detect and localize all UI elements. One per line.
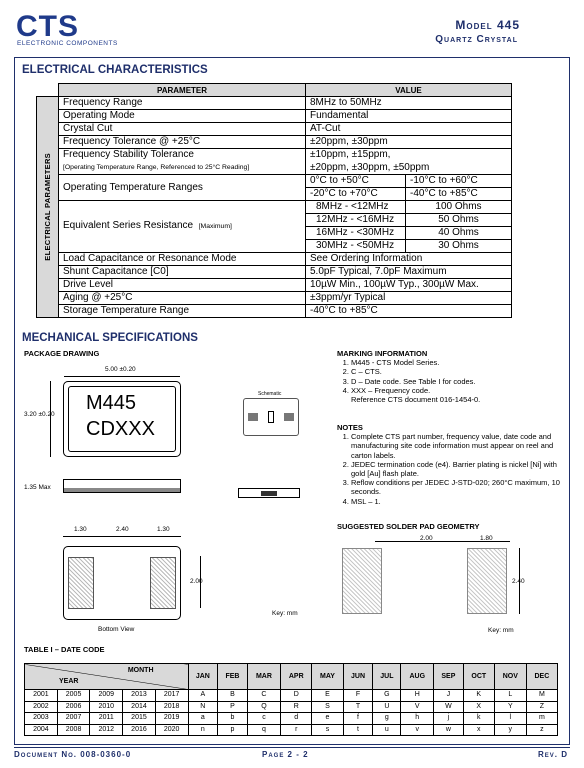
temp-range: -40°C to +85°C bbox=[406, 188, 512, 201]
param-cell: Operating Mode bbox=[59, 110, 306, 123]
code-cell: D bbox=[281, 690, 312, 702]
code-cell: N bbox=[188, 701, 218, 713]
month-header: SEP bbox=[434, 664, 464, 690]
date-row bbox=[25, 724, 558, 736]
param-cell: Storage Temperature Range bbox=[59, 305, 306, 318]
pad-height-dim: 2.40 bbox=[512, 578, 525, 585]
code-cell: B bbox=[218, 690, 248, 702]
footer-page: Page 2 - 2 bbox=[262, 750, 309, 759]
esr-range: 8MHz - <12MHz bbox=[306, 201, 406, 214]
value-cell: 8MHz to 50MHz bbox=[306, 97, 512, 110]
month-header: JUL bbox=[373, 664, 401, 690]
esr-ohms: 30 Ohms bbox=[406, 240, 512, 253]
code-cell: C bbox=[247, 690, 280, 702]
month-header: MAY bbox=[312, 664, 343, 690]
dim-gap: 2.40 bbox=[116, 526, 129, 533]
package-side-view bbox=[63, 479, 181, 493]
year-cell: 2010 bbox=[90, 701, 123, 713]
code-cell: r bbox=[281, 724, 312, 736]
code-cell: m bbox=[526, 713, 557, 725]
code-cell: F bbox=[343, 690, 373, 702]
footer-rev: Rev. D bbox=[537, 750, 568, 759]
package-top-view bbox=[63, 381, 181, 457]
col-parameter: PARAMETER bbox=[59, 84, 306, 97]
dim-pad-height: 2.00 bbox=[190, 578, 203, 585]
code-cell: K bbox=[463, 690, 494, 702]
stability-note: [Operating Temperature Range, Referenced to 25°C Reading] bbox=[59, 162, 306, 175]
dim-line bbox=[375, 541, 510, 542]
pad-gap-dim: 2.00 bbox=[420, 535, 433, 542]
dim-line bbox=[50, 381, 51, 457]
bottom-view-label: Bottom View bbox=[98, 626, 135, 633]
date-table-title: TABLE I – DATE CODE bbox=[24, 645, 105, 654]
code-cell: t bbox=[343, 724, 373, 736]
code-cell: w bbox=[434, 724, 464, 736]
schematic-box bbox=[243, 398, 299, 436]
year-cell: 2012 bbox=[90, 724, 123, 736]
year-cell: 2001 bbox=[25, 690, 58, 702]
key-label: Key: mm bbox=[488, 627, 514, 634]
year-month-header: MONTH YEAR bbox=[25, 664, 189, 690]
side-label: ELECTRICAL PARAMETERS bbox=[37, 97, 59, 318]
code-cell: X bbox=[463, 701, 494, 713]
month-header: JUN bbox=[343, 664, 373, 690]
year-cell: 2008 bbox=[57, 724, 90, 736]
month-header: MAR bbox=[247, 664, 280, 690]
year-cell: 2004 bbox=[25, 724, 58, 736]
electrical-table bbox=[36, 83, 512, 318]
code-cell: y bbox=[494, 724, 526, 736]
code-cell: c bbox=[247, 713, 280, 725]
package-label: PACKAGE DRAWING bbox=[24, 349, 100, 358]
code-cell: A bbox=[188, 690, 218, 702]
dim-pad2: 1.30 bbox=[157, 526, 170, 533]
dim-line bbox=[200, 556, 201, 608]
dim-height: 3.20 ±0.20 bbox=[24, 411, 55, 418]
code-cell: M bbox=[526, 690, 557, 702]
code-cell: d bbox=[281, 713, 312, 725]
code-cell: v bbox=[401, 724, 434, 736]
code-cell: G bbox=[373, 690, 401, 702]
logo-subtitle: ELECTRONIC COMPONENTS bbox=[17, 40, 118, 47]
param-cell: Aging @ +25°C bbox=[59, 292, 306, 305]
model-title: Model 445 bbox=[455, 18, 520, 32]
solder-title: SUGGESTED SOLDER PAD GEOMETRY bbox=[337, 522, 480, 531]
solder-pad-left bbox=[342, 548, 382, 614]
value-cell: ±20ppm, ±30ppm bbox=[306, 136, 512, 149]
code-cell: k bbox=[463, 713, 494, 725]
month-header: JAN bbox=[188, 664, 218, 690]
value-cell: 10µW Min., 100µW Typ., 300µW Max. bbox=[306, 279, 512, 292]
value-cell: Fundamental bbox=[306, 110, 512, 123]
year-cell: 2015 bbox=[123, 713, 156, 725]
code-cell: p bbox=[218, 724, 248, 736]
code-cell: j bbox=[434, 713, 464, 725]
code-cell: P bbox=[218, 701, 248, 713]
code-cell: H bbox=[401, 690, 434, 702]
year-cell: 2006 bbox=[57, 701, 90, 713]
marking-info: MARKING INFORMATION 1. M445 - CTS Model Series. 2. C – CTS. 3. D – Date code. See Table I for codes. 4. XXX – Frequency code. Reference CTS document 016-1454-0. bbox=[337, 349, 562, 404]
mark-line1: M445 bbox=[86, 392, 137, 414]
year-cell: 2014 bbox=[123, 701, 156, 713]
temp-param: Operating Temperature Ranges bbox=[59, 175, 306, 201]
year-cell: 2003 bbox=[25, 713, 58, 725]
year-cell: 2009 bbox=[90, 690, 123, 702]
code-cell: e bbox=[312, 713, 343, 725]
code-cell: V bbox=[401, 701, 434, 713]
dim-line bbox=[519, 548, 520, 614]
code-cell: Z bbox=[526, 701, 557, 713]
footer-rule bbox=[14, 747, 570, 748]
solder-pad-right bbox=[467, 548, 507, 614]
code-cell: L bbox=[494, 690, 526, 702]
schematic-side bbox=[238, 488, 300, 498]
code-cell: h bbox=[401, 713, 434, 725]
year-cell: 2020 bbox=[155, 724, 188, 736]
month-header: OCT bbox=[463, 664, 494, 690]
code-cell: T bbox=[343, 701, 373, 713]
stability-param: Frequency Stability Tolerance bbox=[59, 149, 306, 162]
code-cell: n bbox=[188, 724, 218, 736]
esr-range: 12MHz - <16MHz bbox=[306, 214, 406, 227]
param-cell: Frequency Tolerance @ +25°C bbox=[59, 136, 306, 149]
mark-line2: CDXXX bbox=[86, 418, 155, 440]
stability-value1: ±10ppm, ±15ppm, bbox=[306, 149, 512, 162]
dim-width: 5.00 ±0.20 bbox=[105, 366, 136, 373]
col-value: VALUE bbox=[306, 84, 512, 97]
month-header: NOV bbox=[494, 664, 526, 690]
value-cell: 5.0pF Typical, 7.0pF Maximum bbox=[306, 266, 512, 279]
value-cell: See Ordering Information bbox=[306, 253, 512, 266]
dim-line bbox=[63, 536, 181, 537]
code-cell: q bbox=[247, 724, 280, 736]
temp-range: -10°C to +60°C bbox=[406, 175, 512, 188]
month-header: APR bbox=[281, 664, 312, 690]
code-cell: z bbox=[526, 724, 557, 736]
footer-doc: Document No. 008-0360-0 bbox=[14, 750, 132, 759]
dim-line bbox=[64, 376, 180, 377]
notes: NOTES 1. Complete CTS part number, frequency value, date code and manufacturing site code information must appear on reel and carton labels. 2. JEDEC termination code (e4). Barrier plating is nickel [Ni] with gold [Au] flash plate. 3. Reflow conditions per JEDEC J-STD-020; 260°C maximum, 10 seconds. 4. MSL – 1. bbox=[337, 423, 562, 506]
code-cell: Q bbox=[247, 701, 280, 713]
schematic-label: Schematic bbox=[258, 391, 282, 397]
code-cell: g bbox=[373, 713, 401, 725]
year-cell: 2007 bbox=[57, 713, 90, 725]
dim-pad1: 1.30 bbox=[74, 526, 87, 533]
year-cell: 2002 bbox=[25, 701, 58, 713]
date-row bbox=[25, 713, 558, 725]
year-cell: 2019 bbox=[155, 713, 188, 725]
temp-range: -20°C to +70°C bbox=[306, 188, 406, 201]
esr-ohms: 100 Ohms bbox=[406, 201, 512, 214]
esr-param: Equivalent Series Resistance [Maximum] bbox=[59, 201, 306, 253]
year-cell: 2011 bbox=[90, 713, 123, 725]
code-cell: Y bbox=[494, 701, 526, 713]
code-cell: u bbox=[373, 724, 401, 736]
code-cell: b bbox=[218, 713, 248, 725]
month-header: FEB bbox=[218, 664, 248, 690]
date-row bbox=[25, 701, 558, 713]
esr-range: 16MHz - <30MHz bbox=[306, 227, 406, 240]
temp-range: 0°C to +50°C bbox=[306, 175, 406, 188]
product-subtitle: Quartz Crystal bbox=[435, 34, 518, 45]
year-cell: 2017 bbox=[155, 690, 188, 702]
pad-width-dim: 1.80 bbox=[480, 535, 493, 542]
code-cell: S bbox=[312, 701, 343, 713]
package-bottom-view bbox=[63, 546, 181, 620]
esr-range: 30MHz - <50MHz bbox=[306, 240, 406, 253]
date-code-table bbox=[24, 663, 558, 736]
code-cell: l bbox=[494, 713, 526, 725]
year-cell: 2016 bbox=[123, 724, 156, 736]
param-cell: Drive Level bbox=[59, 279, 306, 292]
date-row bbox=[25, 690, 558, 702]
code-cell: J bbox=[434, 690, 464, 702]
cts-logo: CTS bbox=[16, 10, 79, 43]
value-cell: ±3ppm/yr Typical bbox=[306, 292, 512, 305]
code-cell: E bbox=[312, 690, 343, 702]
stability-value2: ±20ppm, ±30ppm, ±50ppm bbox=[306, 162, 512, 175]
code-cell: f bbox=[343, 713, 373, 725]
esr-ohms: 50 Ohms bbox=[406, 214, 512, 227]
param-cell: Shunt Capacitance [C0] bbox=[59, 266, 306, 279]
month-header: AUG bbox=[401, 664, 434, 690]
param-cell: Crystal Cut bbox=[59, 123, 306, 136]
code-cell: s bbox=[312, 724, 343, 736]
month-header: DEC bbox=[526, 664, 557, 690]
code-cell: U bbox=[373, 701, 401, 713]
year-cell: 2013 bbox=[123, 690, 156, 702]
param-cell: Load Capacitance or Resonance Mode bbox=[59, 253, 306, 266]
esr-ohms: 40 Ohms bbox=[406, 227, 512, 240]
code-cell: W bbox=[434, 701, 464, 713]
key-label: Key: mm bbox=[272, 610, 298, 617]
mechanical-title: MECHANICAL SPECIFICATIONS bbox=[22, 332, 198, 344]
code-cell: R bbox=[281, 701, 312, 713]
dim-thick: 1.35 Max bbox=[24, 484, 51, 491]
year-cell: 2018 bbox=[155, 701, 188, 713]
electrical-title: ELECTRICAL CHARACTERISTICS bbox=[22, 64, 208, 76]
param-cell: Frequency Range bbox=[59, 97, 306, 110]
code-cell: x bbox=[463, 724, 494, 736]
code-cell: a bbox=[188, 713, 218, 725]
value-cell: AT-Cut bbox=[306, 123, 512, 136]
year-cell: 2005 bbox=[57, 690, 90, 702]
value-cell: -40°C to +85°C bbox=[306, 305, 512, 318]
